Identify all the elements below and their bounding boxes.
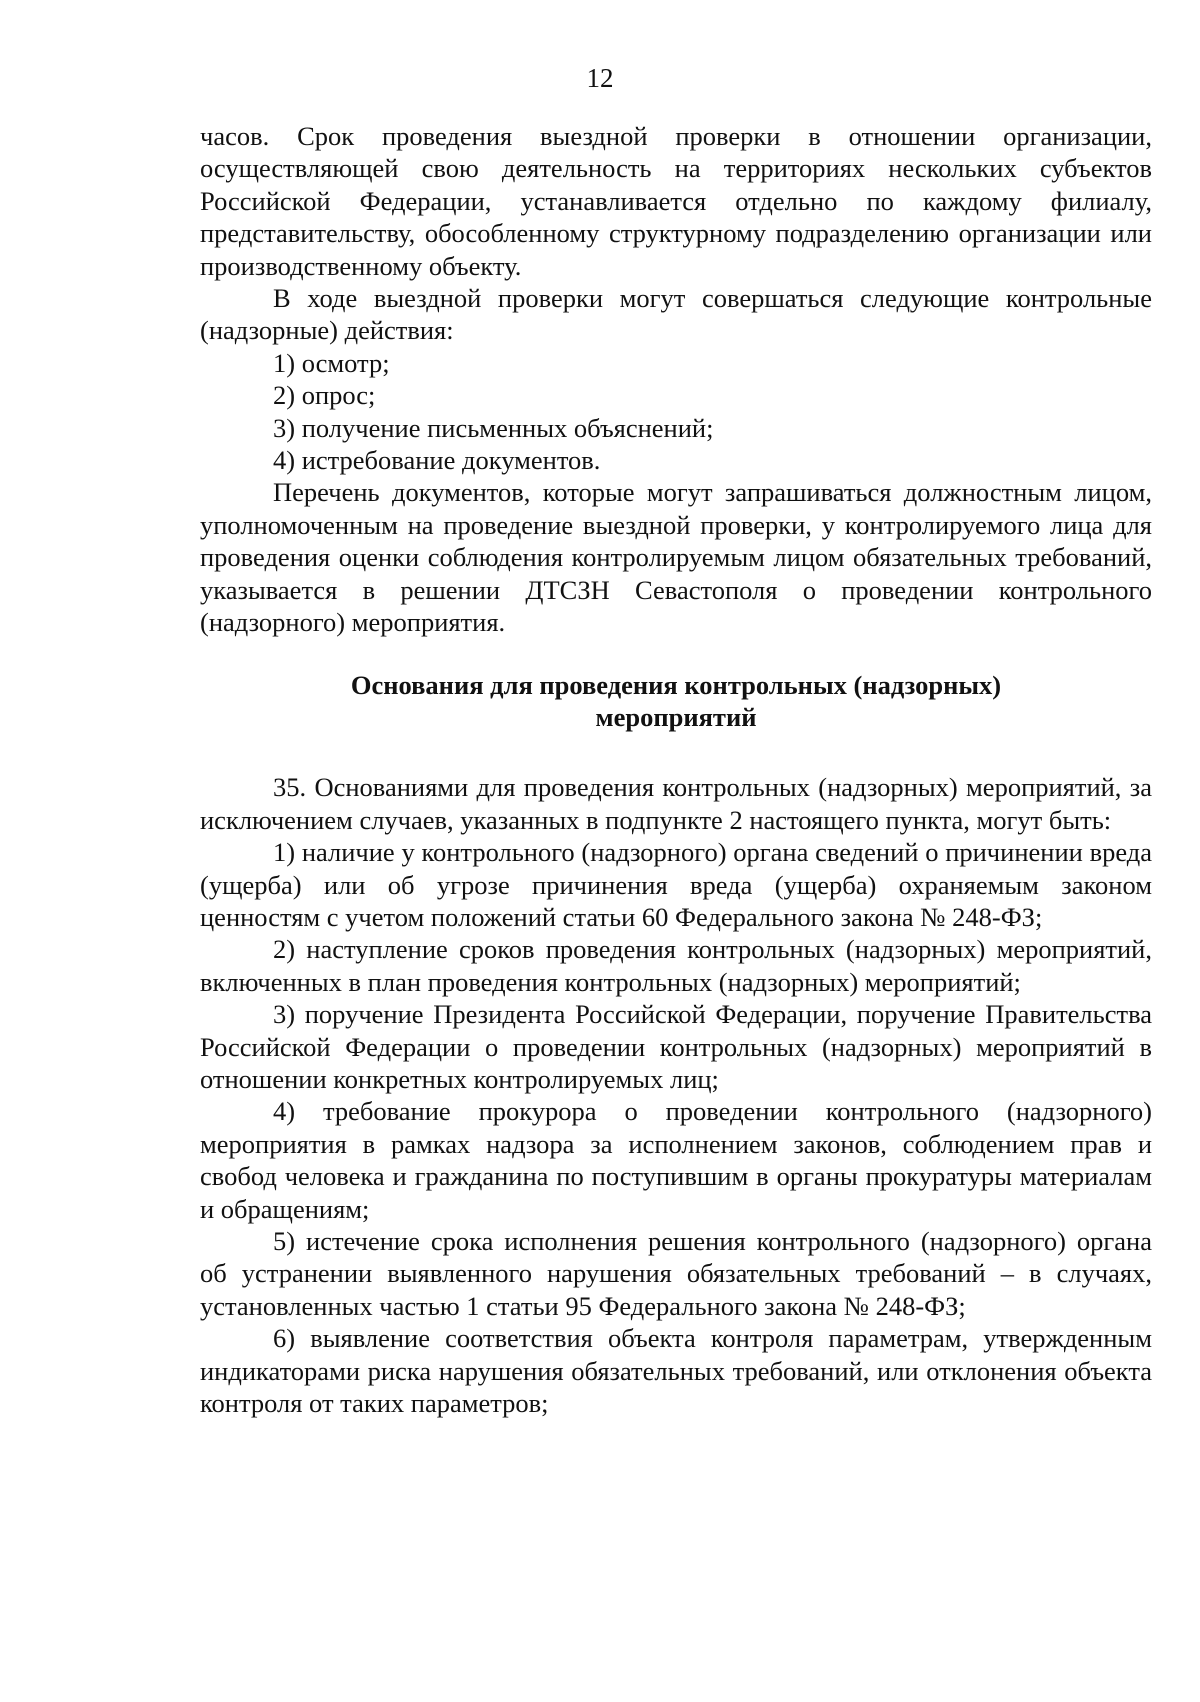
list-item-1: 1) наличие у контрольного (надзорного) органа сведений о причинении вреда (ущерба) или об угрозе причинения вреда (ущерба) охраняемым законом ценностям с учетом положений статьи 60 Федерального закона № 248-ФЗ; <box>200 837 1152 932</box>
section-heading <box>200 669 1152 734</box>
list-item-documents: 4) истребование документов. <box>273 445 601 476</box>
list-item-6: 6) выявление соответствия объекта контроля параметрам, утвержденным индикаторами риска нарушения обязательных требований, или отклонения объекта контроля от таких параметров; <box>200 1323 1152 1419</box>
section-heading-line2: мероприятий <box>595 701 757 732</box>
paragraph-actions-intro: В ходе выездной проверки могут совершаться следующие контрольные (надзорные) действия: <box>200 283 1152 346</box>
list-item-5: 5) истечение срока исполнения решения контрольного (надзорного) органа об устранении выявленного нарушения обязательных требований – в случаях, установленных частью 1 статьи 95 Федерального закона № 248-ФЗ; <box>200 1226 1152 1321</box>
document-body <box>200 120 1152 1419</box>
page-number: 12 <box>586 63 614 93</box>
list-item-inspection: 1) осмотр; <box>273 347 390 378</box>
paragraph-continuation: часов. Срок проведения выездной проверки в отношении организации, осуществляющей свою деятельность на территориях нескольких субъектов Российской Федерации, устанавливается отдельно по каждому филиалу, представительству, обособленному структурному подразделению организации или производственному объекту. <box>200 121 1152 281</box>
section-heading-line1: Основания для проведения контрольных (надзорных) <box>350 669 1002 700</box>
paragraph-35: 35. Основаниями для проведения контрольных (надзорных) мероприятий, за исключением случаев, указанных в подпункте 2 настоящего пункта, могут быть: <box>200 772 1152 835</box>
list-item-3: 3) поручение Президента Российской Федерации, поручение Правительства Российской Федерации о проведении контрольных (надзорных) мероприятий в отношении конкретных контролируемых лиц; <box>200 999 1152 1094</box>
spacer <box>200 733 1152 771</box>
paragraph-documents-list: Перечень документов, которые могут запрашиваться должностным лицом, уполномоченным на проведение выездной проверки, у контролируемого лица для проведения оценки соблюдения контролируемым лицом обязательных требований, указывается в решении ДТСЗН Севастополя о проведении контрольного (надзорного) мероприятия. <box>200 477 1152 638</box>
list-item-4: 4) требование прокурора о проведении контрольного (надзорного) мероприятия в рамках надзора за исполнением законов, соблюдением прав и свобод человека и гражданина по поступившим в органы прокуратуры материалам и обращениям; <box>200 1096 1152 1224</box>
list-item-2: 2) наступление сроков проведения контрольных (надзорных) мероприятий, включенных в план проведения контрольных (надзорных) мероприятий; <box>200 934 1152 997</box>
list-item-explanations: 3) получение письменных объяснений; <box>273 412 714 443</box>
list-item-survey: 2) опрос; <box>273 380 376 411</box>
